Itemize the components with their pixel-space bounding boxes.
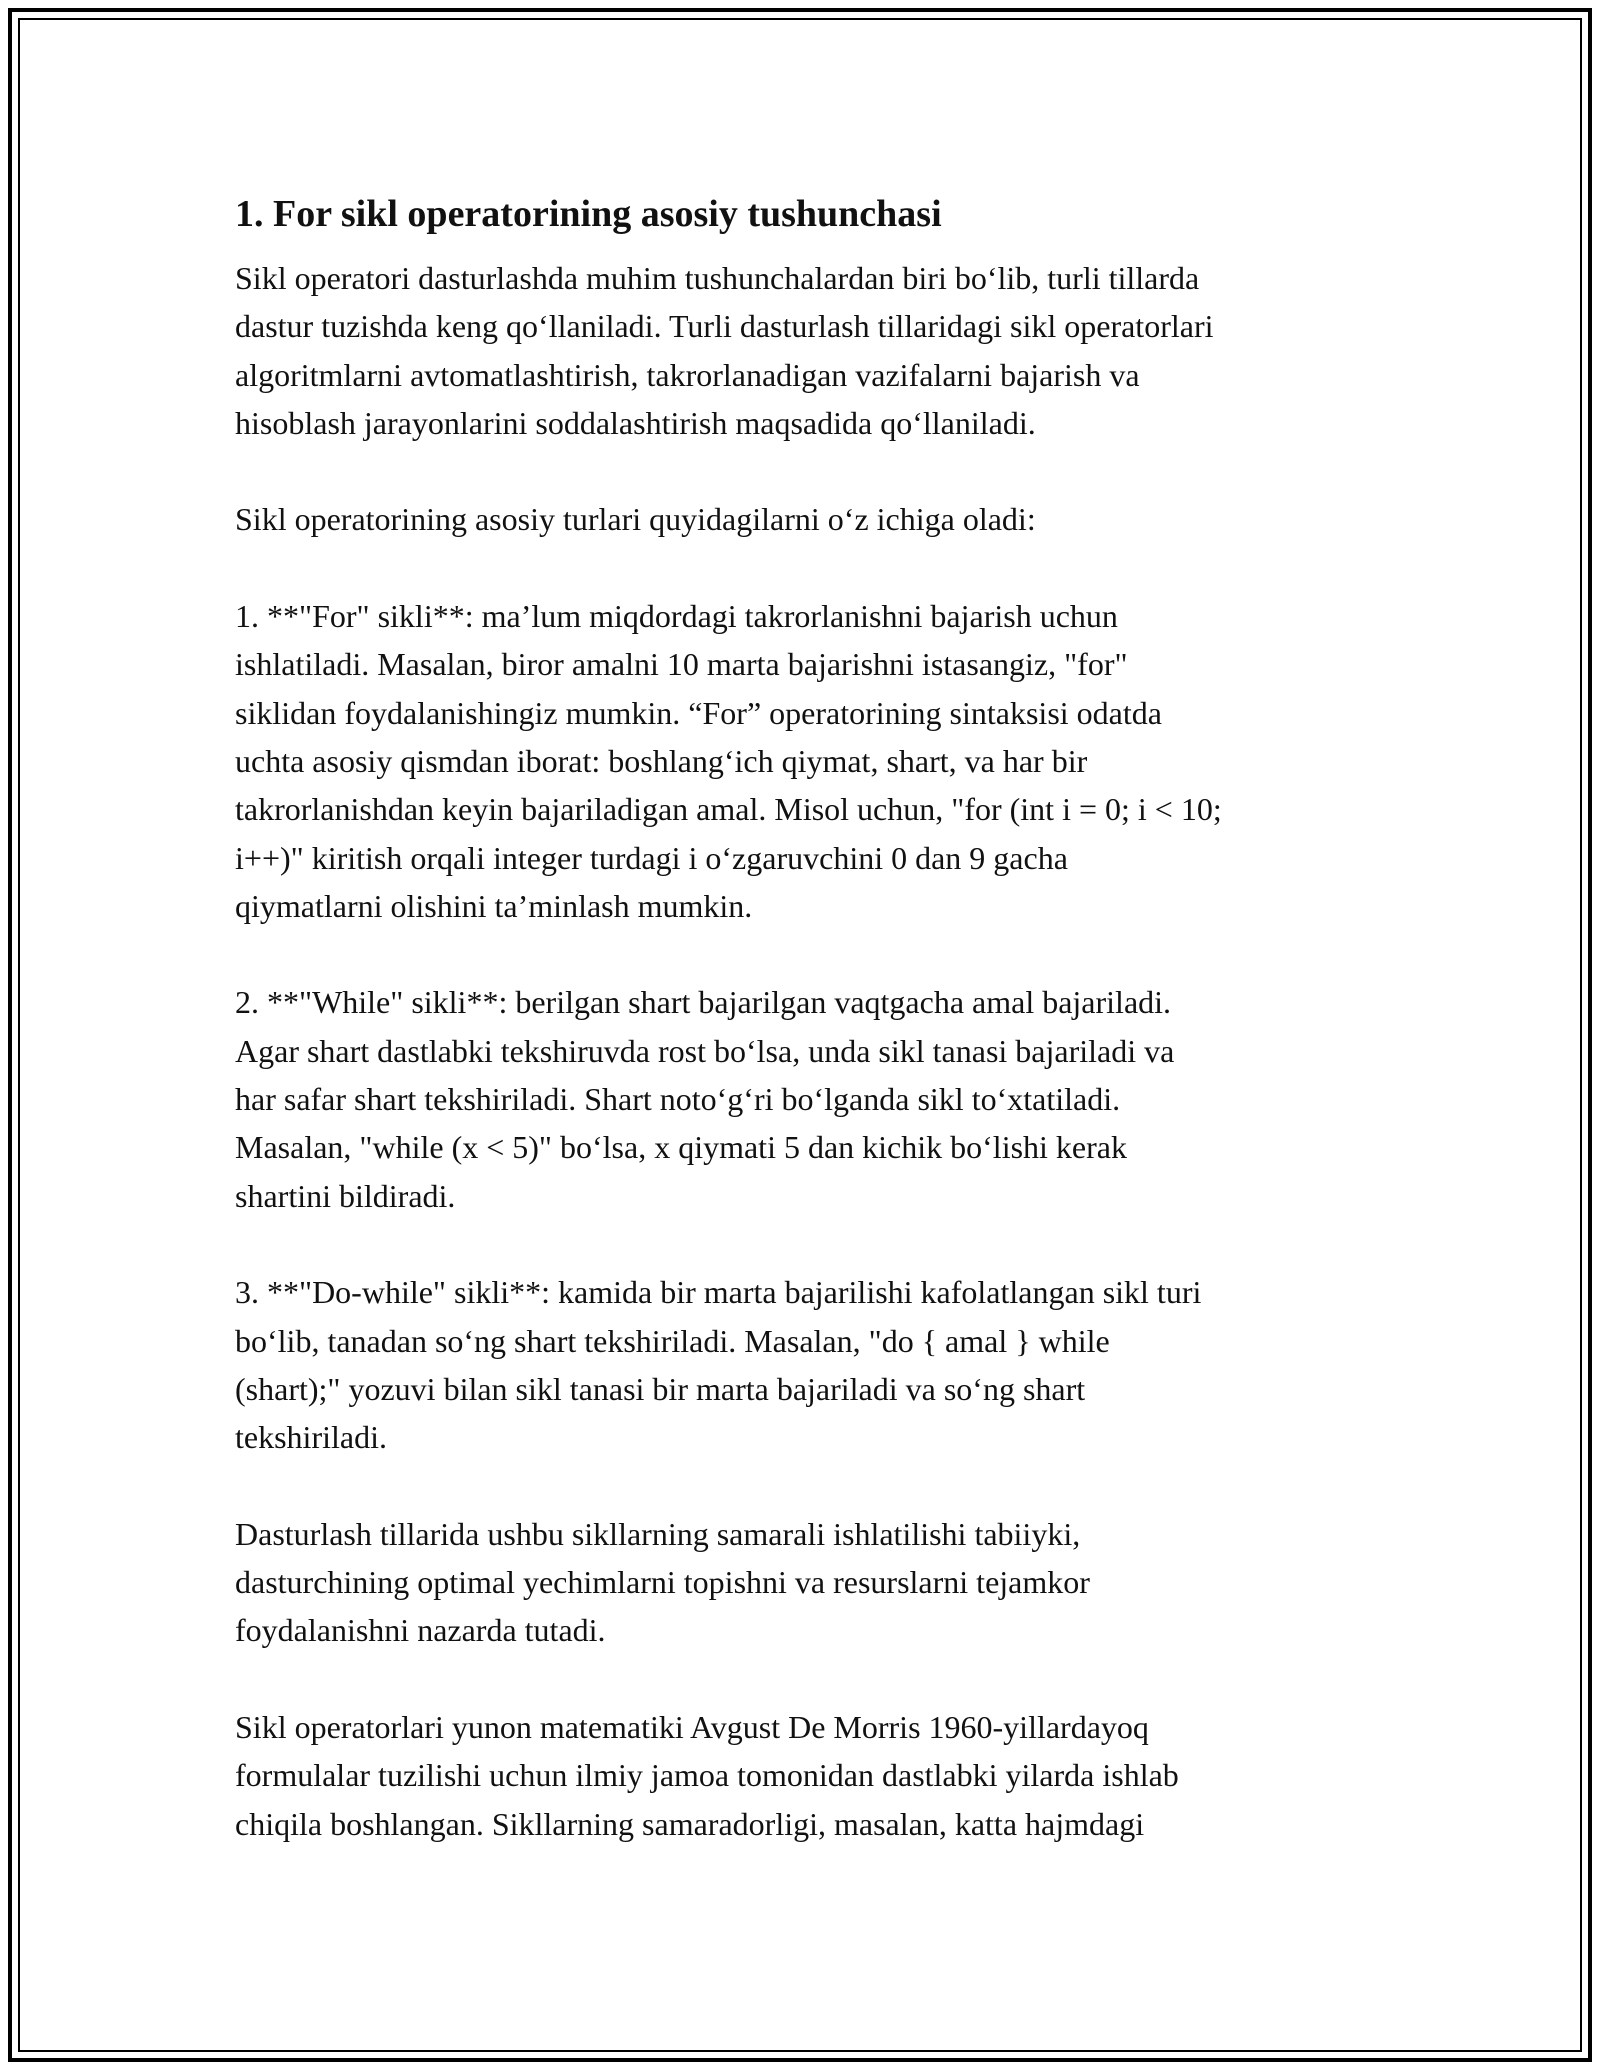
document-body [235,186,1380,1896]
paragraph-for-loop: 1. **"For" sikli**: ma’lum miqdordagi takrorlanishni bajarish uchun ishlatiladi. Masalan, biror amalni 10 marta bajarishni istasangiz, "for" siklidan foydalanishingiz mumkin. “For” operatorining sintaksisi odatda uchta asosiy qismdan iborat: boshlang‘ich qiymat, shart, va har bir takrorlanishdan keyin bajariladigan amal. Misol uchun, "for (int i = 0; i < 10; i++)" kiritish orqali integer turdagi i o‘zgaruvchini 0 dan 9 gacha qiymatlarni olishini ta’minlash mumkin. [235,598,1222,924]
paragraph-intro: Sikl operatori dasturlashda muhim tushunchalardan biri bo‘lib, turli tillarda dastur tuzishda keng qo‘llaniladi. Turli dasturlash tillaridagi sikl operatorlari algoritmlarni avtomatlashtirish, takrorlanadigan vazifalarni bajarish va hisoblash jarayonlarini soddalashtirish maqsadida qo‘llaniladi. [235,260,1214,441]
paragraph-history: Sikl operatorlari yunon matematiki Avgust De Morris 1960-yillardayoq formulalar tuzilishi uchun ilmiy jamoa tomonidan dastlabki yilarda ishlab chiqila boshlangan. Sikllarning samaradorligi, masalan, katta hajmdagi [235,1708,1179,1842]
paragraph-types-intro: Sikl operatorining asosiy turlari quyidagilarni o‘z ichiga oladi: [235,501,1036,538]
section-heading: 1. For sikl operatorining asosiy tushunchasi [235,193,942,235]
paragraph-do-while-loop: 3. **"Do-while" sikli**: kamida bir marta bajarilishi kafolatlangan sikl turi bo‘lib, tanadan so‘ng shart tekshiriladi. Masalan, "do { amal } while (shart);" yozuvi bilan sikl tanasi bir marta bajariladi va so‘ng shart tekshiriladi. [235,1274,1202,1456]
paragraph-efficiency: Dasturlash tillarida ushbu sikllarning samarali ishlatilishi tabiiyki, dasturchining optimal yechimlarni topishni va resurslarni tejamkor foydalanishni nazarda tutadi. [235,1515,1090,1649]
paragraph-while-loop: 2. **"While" sikli**: berilgan shart bajarilgan vaqtgacha amal bajariladi. Agar shart dastlabki tekshiruvda rost bo‘lsa, unda sikl tanasi bajariladi va har safar shart tekshiriladi. Shart noto‘g‘ri bo‘lganda sikl to‘xtatiladi. Masalan, "while (x < 5)" bo‘lsa, x qiymati 5 dan kichik bo‘lishi kerak shartini bildiradi. [235,984,1175,1214]
